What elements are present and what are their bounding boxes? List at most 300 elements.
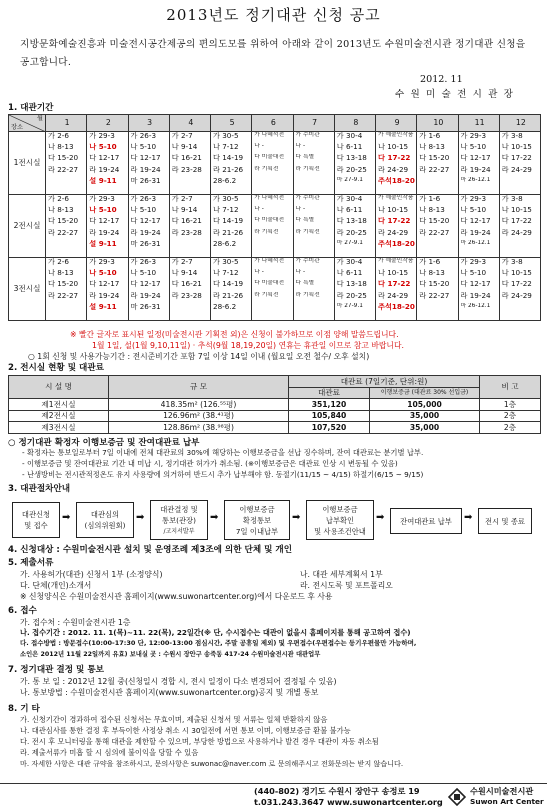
schedule-entry: 나 - [254,269,264,276]
schedule-entry: 가 29-3 [89,258,115,266]
schedule-entry: 가 수미관 [295,195,320,201]
flow-text: 통보(관장) [162,515,196,525]
schedule-entry: 라 기획전 [254,165,279,172]
issuer: 수 원 미 술 전 시 관 장 [395,89,515,100]
schedule-entry: 나 5-10 [130,206,157,215]
misc-line: 나. 대관심사를 통한 결정 후 부득이한 사정상 취소 시 30일전에 서면 통보 이며, 이행보증금 환불 불가능 [20,726,351,735]
schedule-entry: 다 17-22 [501,217,532,226]
schedule-entry: 라 22-27 [48,291,79,300]
reception-line: 소인은 2012년 11월 22일까지 유효) 보내실 곳 : 수원시 장안구 송죽동 417-24 수원미술전시관 대관업무 [20,651,321,658]
schedule-entry: 다 15-20 [48,280,79,289]
room-label: 3전시실 [9,258,46,321]
schedule-cell [499,258,540,321]
flow-text: 이행보증금 [239,504,275,514]
schedule-entry: 라 기획전 [295,228,320,235]
schedule-entry: 나 8-13 [419,143,445,152]
schedule-cell [169,132,210,195]
month-header: 11 [458,115,499,132]
misc-line: 라. 제출서류가 미흡 할 시 심의에 불이익을 당할 수 있음 [20,748,199,757]
table-row [9,399,541,411]
schedule-entry: 나 7-12 [213,206,239,215]
fee-header-deposit: 이행보증금 (대관료 30% 선입금) [370,387,480,399]
schedule-entry: 라 24-29 [501,291,532,300]
schedule-entry: 가 나혜석전 [254,258,285,264]
doc-item: 라. 전시도록 및 포트폴리오 [300,581,393,590]
schedule-entry: 가 29-3 [89,195,115,203]
misc-line: 가. 신청기간이 경과하여 접수된 신청서는 무효이며, 제출된 신청서 및 서류는 일체 반환하지 않음 [20,715,328,724]
room-size: 418.35m² (126.⁵⁵평) [109,399,289,411]
schedule-entry: 라 22-27 [419,228,450,237]
schedule-entry: 다 15-20 [419,217,450,226]
month-label: 월 [37,115,43,122]
doc-item: 가. 사용허가(대관) 신청서 1부 (소정양식) [20,570,163,579]
schedule-cell [252,258,293,321]
schedule-entry: 다 12-17 [460,280,491,289]
schedule-entry: 다 12-17 [130,154,161,163]
arrow-right-icon: ➡ [136,512,145,523]
schedule-entry: 다 15-20 [48,154,79,163]
schedule-cell [87,195,128,258]
schedule-entry: 가 3-8 [501,258,523,266]
schedule-entry: 라 기획전 [295,291,320,298]
schedule-entry: 나 8-13 [419,206,445,215]
page-title: 2013년도 정기대관 신청 공고 [166,6,381,24]
schedule-entry: 가 30-4 [336,195,363,203]
schedule-entry: 가 수미관 [295,132,320,138]
suwon-logo-icon [448,788,466,806]
schedule-entry: 다 13-18 [336,154,367,163]
flow-step-exhibit [478,508,532,534]
schedule-entry: 다 12-17 [130,280,161,289]
fee-table [8,375,541,434]
schedule-entry: 다 17-22 [378,280,411,289]
schedule-entry: 마 26-12.1 [460,302,491,309]
schedule-entry: 나 10-15 [378,269,409,278]
schedule-entry: 가 2-7 [171,258,193,266]
flow-text: 잔여대관료 납부 [400,516,452,526]
schedule-cell [211,132,252,195]
schedule-entry: 나 7-12 [213,269,239,278]
room-name: 제3전시실 [9,422,109,434]
schedule-entry: 다 14-19 [213,154,244,163]
schedule-entry: 라 22-27 [48,228,79,237]
schedule-entry: 마 26-12.1 [460,176,491,183]
schedule-entry: 라 21-26 [213,291,244,300]
month-header: 10 [417,115,458,132]
schedule-entry: 마 26-12.1 [460,239,491,246]
schedule-entry: 설 9-11 [89,176,117,185]
schedule-cell [211,195,252,258]
schedule-entry: 라 22-27 [48,165,79,174]
room-fee: 351,120 [289,399,370,411]
schedule-cell [169,258,210,321]
room-label: 2전시실 [9,195,46,258]
room-name: 제2전시실 [9,410,109,422]
schedule-entry: 다 12-17 [89,217,120,226]
flow-step-decision [150,500,208,540]
schedule-entry: 가 2-6 [48,195,69,203]
schedule-entry: 가 26-3 [130,132,157,140]
schedule-cell [252,195,293,258]
schedule-entry: 라 23-28 [171,165,202,174]
schedule-entry: 나 - [295,269,306,276]
schedule-entry: 28-6.2 [213,176,237,185]
deposit-line: - 이행보증금 및 잔여대관료 기간 내 미납 시, 정기대관 허가가 취소됨. (※이행보증금은 대관료 인상 시 변동될 수 있음) [22,459,398,468]
flow-step-review [76,502,134,538]
flow-text: 대관심의 [90,510,120,519]
schedule-entry: 설 9-11 [89,239,117,248]
schedule-cell [128,258,169,321]
section-4-heading: 4. 신청대상 : 수원미술전시관 설치 및 운영조례 제3조에 의한 단체 및 개인 [8,545,293,555]
notify-line: 가. 통 보 일 : 2012년 12월 중(신청일시 경합 시, 전시 일정이 다소 변경되어 결정될 수 있음) [20,677,337,686]
flow-text: 및 사용조건안내 [314,526,366,536]
schedule-entry: 다 미술대전 [254,280,285,287]
schedule-row [9,132,541,195]
flow-step-balance [390,508,462,534]
schedule-cell [252,132,293,195]
schedule-entry: 다 12-17 [460,154,491,163]
schedule-cell [458,132,499,195]
flow-text: 전시 및 종료 [485,516,525,526]
period-note: ○ 1회 신청 및 사용가능기간 : 전시준비기간 포함 7일 이상 14일 이내 (월요일 오전 철수/ 오후 설치) [28,352,370,361]
schedule-row [9,258,541,321]
corner-header [9,115,46,132]
schedule-entry: 나 10-15 [501,143,532,152]
flow-text: 및 접수 [24,521,48,530]
schedule-entry: 가 예술인작품 [378,258,414,264]
flow-text: (심의위원회) [84,521,126,530]
schedule-entry: 나 5-10 [460,269,487,278]
schedule-entry: 라 24-29 [501,228,532,237]
schedule-entry: 가 30-5 [213,132,239,140]
room-size: 128.86m² (38.⁹⁸평) [109,422,289,434]
room-floor: 2층 [480,410,541,422]
room-deposit: 105,000 [370,399,480,411]
schedule-entry: 추석18-20 [378,176,415,185]
arrow-right-icon: ➡ [464,512,473,523]
section-6-heading: 6. 접수 [8,606,37,616]
schedule-entry: 나 8-13 [48,206,74,215]
schedule-entry: 추석18-20 [378,302,415,311]
flow-text: /고지서발부 [163,527,195,535]
schedule-cell [46,132,87,195]
flow-text: 대관결정 및 [160,504,198,514]
schedule-cell [334,258,375,321]
schedule-cell [293,258,334,321]
room-deposit: 35,000 [370,410,480,422]
schedule-entry: 라 19-24 [89,165,120,174]
schedule-cell [293,195,334,258]
schedule-entry: 설 9-11 [89,302,117,311]
schedule-cell [376,132,417,195]
schedule-cell [87,132,128,195]
month-header: 9 [376,115,417,132]
schedule-entry: 나 5-10 [89,143,117,152]
schedule-cell [499,132,540,195]
reception-line: 가. 접수처 : 수원미술전시관 1층 [20,618,131,627]
schedule-entry: 라 24-29 [378,228,409,237]
schedule-entry: 다 13-18 [336,217,367,226]
arrow-right-icon: ➡ [376,512,385,523]
schedule-entry: 가 2-6 [48,258,69,266]
schedule-entry: 마 27-9.1 [336,176,363,183]
schedule-entry: 나 6-11 [336,143,363,152]
schedule-entry: 나 - [254,206,264,213]
schedule-entry: 라 기획전 [295,165,320,172]
schedule-entry: 라 기획전 [254,291,279,298]
schedule-cell [293,132,334,195]
schedule-entry: 나 5-10 [89,206,117,215]
section-7-heading: 7. 정기대관 결정 및 통보 [8,665,104,675]
schedule-cell [376,258,417,321]
arrow-right-icon: ➡ [292,512,301,523]
schedule-entry: 나 6-11 [336,269,363,278]
schedule-entry: 다 12-17 [89,280,120,289]
schedule-entry: 가 예술인작품 [378,195,414,201]
schedule-entry: 마 27-9.1 [336,239,363,246]
schedule-entry: 다 15-20 [419,280,450,289]
schedule-entry: 라 19-24 [460,291,491,300]
schedule-cell [46,258,87,321]
schedule-entry: 다 17-22 [378,217,411,226]
schedule-entry: 나 5-10 [89,269,117,278]
schedule-cell [128,195,169,258]
month-header: 7 [293,115,334,132]
fee-header-fee: 대관료 (7일기준, 단위:원) [289,376,480,388]
doc-note: ※ 신청양식은 수원미술전시관 홈페이지(www.suwonartcenter.org)에서 다운로드 후 사용 [20,592,333,601]
flow-step-confirm [306,500,374,540]
schedule-entry: 라 21-26 [213,165,244,174]
schedule-entry: 가 26-3 [130,258,157,266]
footer-address: (440-802) 경기도 수원시 장안구 송정로 19 [254,786,420,796]
schedule-entry: 다 15-20 [419,154,450,163]
schedule-entry: 가 1-6 [419,195,441,203]
schedule-entry: 다 특별 [295,154,315,161]
schedule-entry: 가 29-3 [89,132,115,140]
schedule-entry: 나 8-13 [419,269,445,278]
section-2-heading: 2. 전시실 현황 및 대관료 [8,363,104,373]
schedule-entry: 나 - [295,143,306,150]
schedule-entry: 나 5-10 [460,143,487,152]
schedule-entry: 다 14-19 [213,217,244,226]
schedule-entry: 마 26-31 [130,176,161,185]
schedule-entry: 가 2-6 [48,132,69,140]
reception-line: 다. 접수방법 : 방문접수(10:00-17:30 단, 12:00-13:00 점심시간, 주말 공휴일 제외) 및 우편접수(우편접수는 등기우편물만 가능하며, [20,639,417,647]
schedule-entry: 가 30-4 [336,258,363,266]
schedule-entry: 라 24-29 [501,165,532,174]
schedule-entry: 가 29-3 [460,258,487,266]
schedule-entry: 나 5-10 [130,269,157,278]
schedule-cell [87,258,128,321]
intro-paragraph: 지방문화예술진흥과 미술전시공간제공의 편의도모를 위하여 아래와 같이 2013년도 수원미술전시관 정기대관 신청을 공고합니다. [20,39,526,68]
schedule-entry: 가 3-8 [501,195,523,203]
schedule-entry: 다 미술대전 [254,154,285,161]
schedule-cell [46,195,87,258]
schedule-entry: 가 30-5 [213,195,239,203]
schedule-entry: 라 19-24 [89,228,120,237]
schedule-cell [458,258,499,321]
schedule-cell [499,195,540,258]
fee-header-note: 비 고 [480,376,541,399]
schedule-entry: 28-6.2 [213,239,237,248]
schedule-entry: 가 29-3 [460,132,487,140]
arrow-right-icon: ➡ [210,512,219,523]
schedule-cell [334,132,375,195]
flow-text: 이행보증금 [322,504,358,514]
schedule-entry: 가 30-4 [336,132,363,140]
schedule-entry: 라 19-24 [130,291,161,300]
doc-item: 다. 단체(개인)소개서 [20,581,92,590]
schedule-entry: 다 16-21 [171,154,202,163]
schedule-cell [334,195,375,258]
schedule-entry: 라 20-25 [336,165,367,174]
schedule-entry: 라 19-24 [460,165,491,174]
schedule-entry: 다 13-18 [336,280,367,289]
flow-text: 납부확인 [325,515,355,525]
footer-contact: t.031.243.3647 www.suwonartcenter.org [254,797,443,807]
fee-header-rent: 대관료 [289,387,370,399]
schedule-cell [211,258,252,321]
misc-line: 마. 자세한 사항은 대관 규약을 참조하시고, 문의사항은 suwonac@naver.com 로 문의해주시고 전화문의는 받지 않습니다. [20,759,404,768]
table-row [9,410,541,422]
schedule-entry: 마 26-31 [130,239,161,248]
schedule-entry: 나 - [254,143,264,150]
footer [0,783,547,810]
schedule-entry: 라 19-24 [130,228,161,237]
month-header: 4 [169,115,210,132]
schedule-entry: 나 8-13 [48,269,74,278]
schedule-entry: 다 16-21 [171,280,202,289]
schedule-entry: 가 예술인작품 [378,132,414,138]
schedule-entry: 가 1-6 [419,258,441,266]
room-fee: 107,520 [289,422,370,434]
schedule-cell [417,132,458,195]
room-deposit: 35,000 [370,422,480,434]
schedule-entry: 나 10-15 [378,143,409,152]
schedule-table [8,114,541,321]
schedule-entry: 다 12-17 [130,217,161,226]
table-row [9,422,541,434]
schedule-entry: 다 17-22 [501,280,532,289]
schedule-entry: 다 특별 [295,280,315,287]
schedule-entry: 가 3-8 [501,132,523,140]
month-header: 5 [211,115,252,132]
holiday-note: 1월 1일, 설(1월 9,10,11일) · 추석(9월 18,19,20일) 연휴는 휴관일 이므로 참고 바랍니다. [92,341,404,350]
schedule-entry: 나 10-15 [501,269,532,278]
schedule-entry: 다 12-17 [89,154,120,163]
section-1-heading: 1. 대관기간 [8,103,54,113]
room-fee: 105,840 [289,410,370,422]
reception-line: 나. 접수기간 : 2012. 11. 1(목)~11. 22(목), 22일간(※ 단, 수시접수는 대관이 없을시 홈페이지를 통해 공고하여 접수) [20,628,411,637]
schedule-entry: 가 29-3 [460,195,487,203]
month-header: 2 [87,115,128,132]
schedule-entry: 가 1-6 [419,132,441,140]
flow-text: 확정통보 [242,515,272,525]
section-3-heading: 3. 대관절차안내 [8,484,71,494]
fee-header-size: 규 모 [109,376,289,399]
flow-text: 대관신청 [21,510,51,519]
room-size: 126.96m² (38.⁴¹평) [109,410,289,422]
room-floor: 2층 [480,422,541,434]
schedule-entry: 나 10-15 [501,206,532,215]
schedule-entry: 라 22-27 [419,291,450,300]
schedule-entry: 라 기획전 [254,228,279,235]
schedule-entry: 나 6-11 [336,206,363,215]
schedule-entry: 가 26-3 [130,195,157,203]
schedule-entry: 나 9-14 [171,206,198,215]
room-label: 1전시실 [9,132,46,195]
schedule-cell [376,195,417,258]
schedule-entry: 라 19-24 [89,291,120,300]
schedule-entry: 라 19-24 [460,228,491,237]
schedule-entry: 라 22-27 [419,165,450,174]
schedule-entry: 라 20-25 [336,228,367,237]
footer-logo-ko: 수원시미술전시관 [470,786,534,796]
schedule-entry: 라 24-29 [378,291,409,300]
schedule-entry: 마 26-31 [130,302,161,311]
schedule-cell [458,195,499,258]
schedule-note-red: ※ 빨간 글자로 표시된 일정(미술전시관 기획전 외)은 신청이 불가하므로 이점 양해 말씀드립니다. [70,330,399,339]
footer-logo-en: Suwon Art Center [470,797,544,806]
section-deposit-heading: ○ 정기대관 확정자 이행보증금 및 잔여대관료 납부 [8,438,200,448]
schedule-entry: 나 10-15 [378,206,409,215]
schedule-entry: 나 5-10 [460,206,487,215]
room-floor: 1층 [480,399,541,411]
misc-line: 다. 전시 후 모니터링을 통해 대관을 제한할 수 있으며, 부당한 방법으로 사용하거나 발견 경우 대관이 자동 취소됨 [20,737,379,746]
schedule-entry: 나 7-12 [213,143,239,152]
flow-step-apply [12,502,60,538]
schedule-entry: 가 수미관 [295,258,320,264]
flow-step-deposit [224,500,290,540]
schedule-entry: 나 - [295,206,306,213]
schedule-entry: 다 미술대전 [254,217,285,224]
schedule-entry: 나 9-14 [171,143,198,152]
schedule-entry: 다 15-20 [48,217,79,226]
room-name: 제1전시실 [9,399,109,411]
schedule-row [9,195,541,258]
section-8-heading: 8. 기 타 [8,704,40,714]
schedule-entry: 다 17-22 [501,154,532,163]
month-header: 1 [46,115,87,132]
schedule-entry: 추석18-20 [378,239,415,248]
schedule-entry: 라 21-26 [213,228,244,237]
schedule-entry: 다 특별 [295,217,315,224]
schedule-entry: 가 2-7 [171,132,193,140]
section-5-heading: 5. 제출서류 [8,558,54,568]
fee-header-name: 시 설 명 [9,376,109,399]
schedule-entry: 가 나혜석전 [254,195,285,201]
place-label: 장소 [11,123,23,131]
schedule-cell [128,132,169,195]
schedule-entry: 가 2-7 [171,195,193,203]
month-header: 6 [252,115,293,132]
schedule-entry: 라 24-29 [378,165,409,174]
schedule-entry: 가 나혜석전 [254,132,285,138]
schedule-entry: 라 20-25 [336,291,367,300]
schedule-entry: 다 12-17 [460,217,491,226]
schedule-entry: 나 9-14 [171,269,198,278]
arrow-right-icon: ➡ [62,512,71,523]
schedule-entry: 마 27-9.1 [336,302,363,309]
flow-text: 7일 이내납부 [235,526,279,536]
schedule-entry: 라 23-28 [171,228,202,237]
doc-item: 나. 대관 세부계획서 1부 [300,570,383,579]
deposit-line: - 난생방비는 전시관적정온도 유지 사용량에 의거하여 반드시 추가 납부해야 함. 동절기(11/15 ~ 4/15) 하절기(6/15 ~ 9/15) [22,470,424,479]
month-header: 3 [128,115,169,132]
schedule-cell [417,258,458,321]
schedule-cell [417,195,458,258]
schedule-entry: 28-6.2 [213,302,237,311]
